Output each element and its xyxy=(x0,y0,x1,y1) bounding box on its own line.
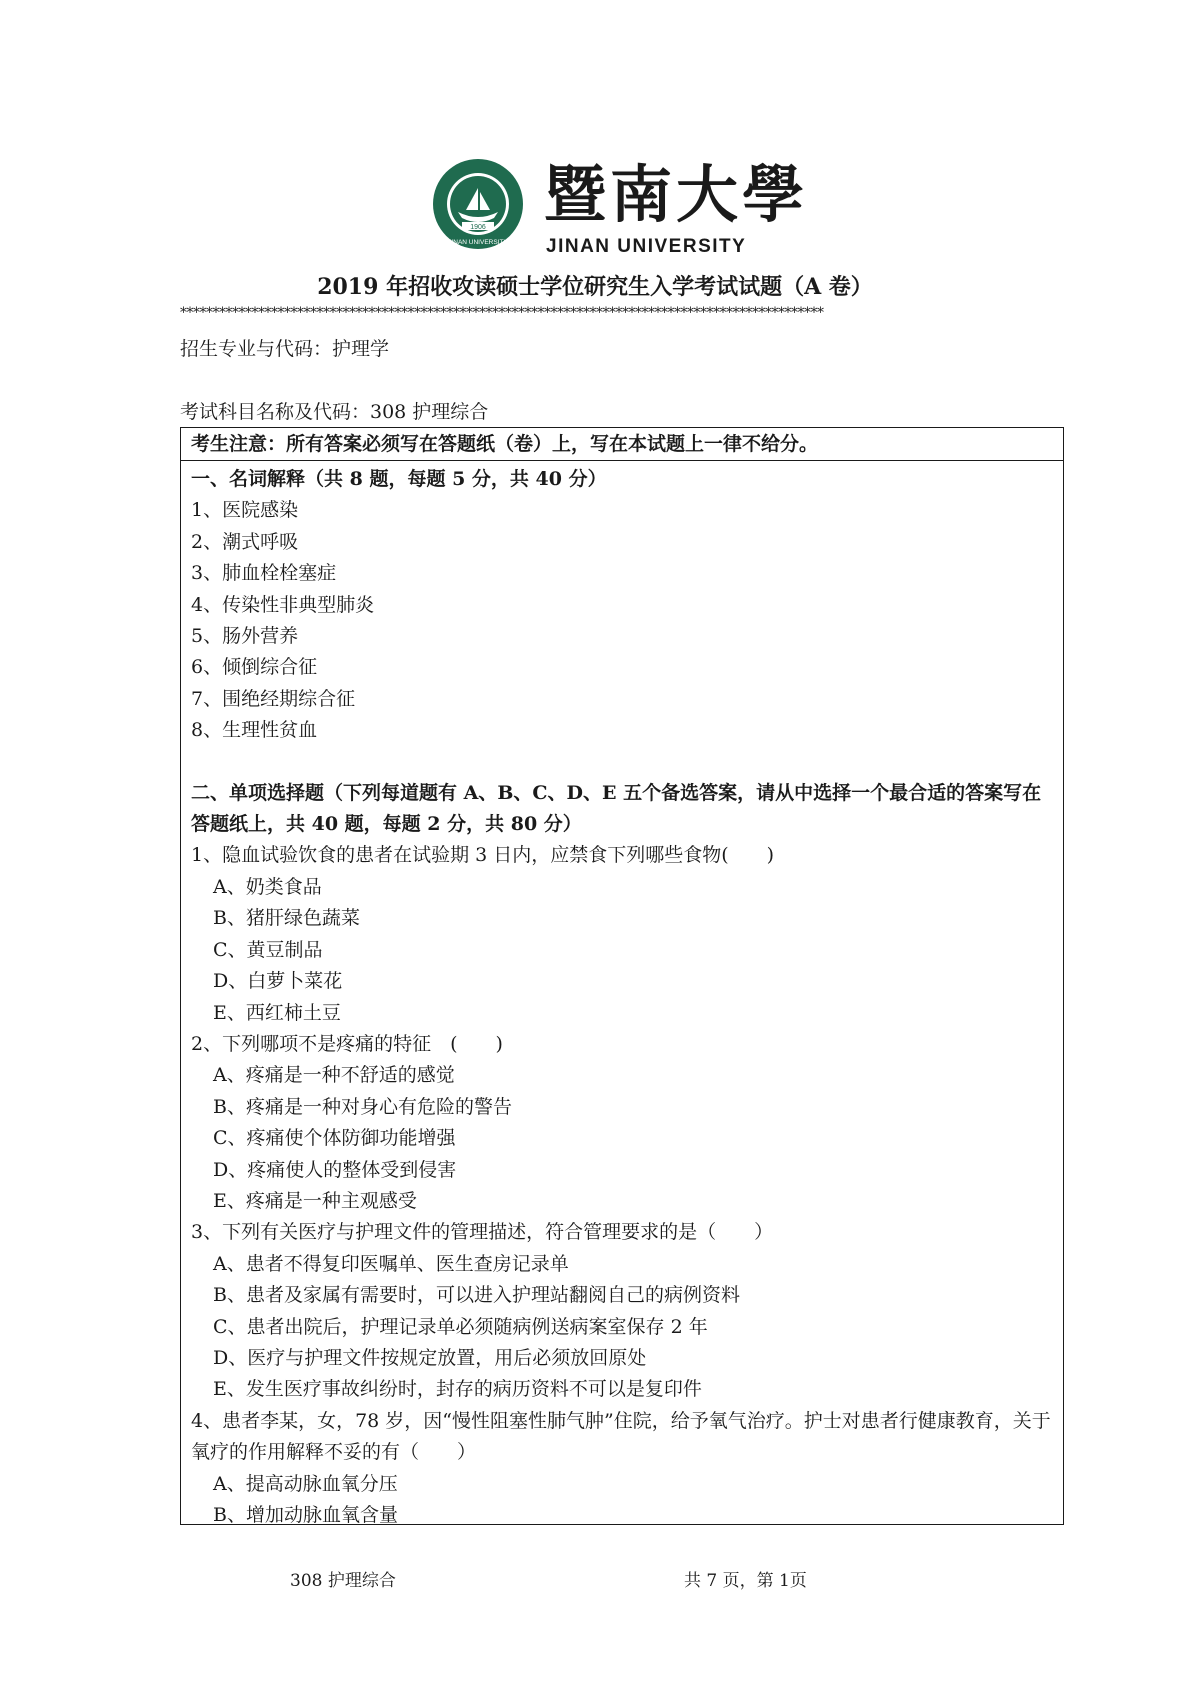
university-logo xyxy=(432,158,809,258)
term-item: 1、医院感染 xyxy=(191,499,299,522)
term-item: 8、生理性贫血 xyxy=(191,719,318,742)
question-stem: 2、下列哪项不是疼痛的特征 ( ) xyxy=(191,1032,503,1055)
question-option: E、发生医疗事故纠纷时，封存的病历资料不可以是复印件 xyxy=(213,1378,702,1401)
university-seal-icon xyxy=(432,158,524,250)
question-stem: 1、隐血试验饮食的患者在试验期 3 日内，应禁食下列哪些食物( ) xyxy=(191,844,775,867)
term-item: 2、潮式呼吸 xyxy=(191,530,299,553)
question-option: A、提高动脉血氧分压 xyxy=(213,1472,398,1495)
question-option: C、患者出院后，护理记录单必须随病例送病案室保存 2 年 xyxy=(213,1315,708,1338)
question-option: C、黄豆制品 xyxy=(213,938,323,961)
exam-title: 2019 年招收攻读硕士学位研究生入学考试试题（A 卷） xyxy=(317,274,873,300)
question-option: A、疼痛是一种不舒适的感觉 xyxy=(213,1064,455,1087)
exam-box xyxy=(180,427,1064,1525)
question-option: B、疼痛是一种对身心有危险的警告 xyxy=(213,1095,512,1118)
university-name-cn: 暨南大學 xyxy=(544,158,809,231)
term-item: 7、围绝经期综合征 xyxy=(191,687,356,710)
question-stem: 3、下列有关医疗与护理文件的管理描述，符合管理要求的是（ ） xyxy=(191,1221,774,1244)
section-2-heading: 二、单项选择题（下列每道题有 A、B、C、D、E 五个备选答案，请从中选择一个最合适的答案写在答题纸上，共 40 题，每题 2 分，共 80 分） xyxy=(191,781,1042,836)
section-1-heading: 一、名词解释（共 8 题，每题 5 分，共 40 分） xyxy=(191,468,607,490)
term-item: 4、传染性非典型肺炎 xyxy=(191,593,375,616)
seal-year: 1906 xyxy=(470,224,486,231)
question-option: B、患者及家属有需要时，可以进入护理站翻阅自己的病例资料 xyxy=(213,1284,740,1307)
question-option: A、奶类食品 xyxy=(213,875,322,898)
footer-subject: 308 护理综合 xyxy=(290,1571,396,1591)
question-option: E、疼痛是一种主观感受 xyxy=(213,1189,417,1212)
university-name-en: JINAN UNIVERSITY xyxy=(546,236,747,257)
question-option: B、猪肝绿色蔬菜 xyxy=(213,907,360,930)
question-option: C、疼痛使个体防御功能增强 xyxy=(213,1127,456,1150)
question-option: D、疼痛使人的整体受到侵害 xyxy=(213,1158,457,1181)
seal-text: JINAN UNIVERSITY xyxy=(448,239,508,246)
exam-content xyxy=(181,461,1063,1525)
question-option: D、医疗与护理文件按规定放置，用后必须放回原处 xyxy=(213,1346,647,1369)
question-option: B、增加动脉血氧含量 xyxy=(213,1504,398,1525)
question-option: D、白萝卜菜花 xyxy=(213,970,343,993)
term-item: 3、肺血栓栓塞症 xyxy=(191,562,337,585)
star-divider: *************************************************************************************************** xyxy=(180,305,824,321)
footer-page-number: 共 7 页，第 1页 xyxy=(684,1571,807,1591)
subject-line: 考试科目名称及代码：308 护理综合 xyxy=(180,401,489,423)
question-stem: 4、患者李某，女，78 岁，因“慢性阻塞性肺气肿”住院，给予氧气治疗。护士对患者行健康教育，关于氧疗的作用解释不妥的有（ ） xyxy=(191,1409,1051,1464)
question-option: E、西红柿土豆 xyxy=(213,1001,341,1024)
term-item: 6、倾倒综合征 xyxy=(191,656,318,679)
candidate-notice: 考生注意：所有答案必须写在答题纸（卷）上，写在本试题上一律不给分。 xyxy=(181,428,1063,461)
term-item: 5、肠外营养 xyxy=(191,625,299,648)
major-line: 招生专业与代码：护理学 xyxy=(180,338,390,360)
spacer xyxy=(191,747,1053,778)
question-option: A、患者不得复印医嘱单、医生查房记录单 xyxy=(213,1252,569,1275)
